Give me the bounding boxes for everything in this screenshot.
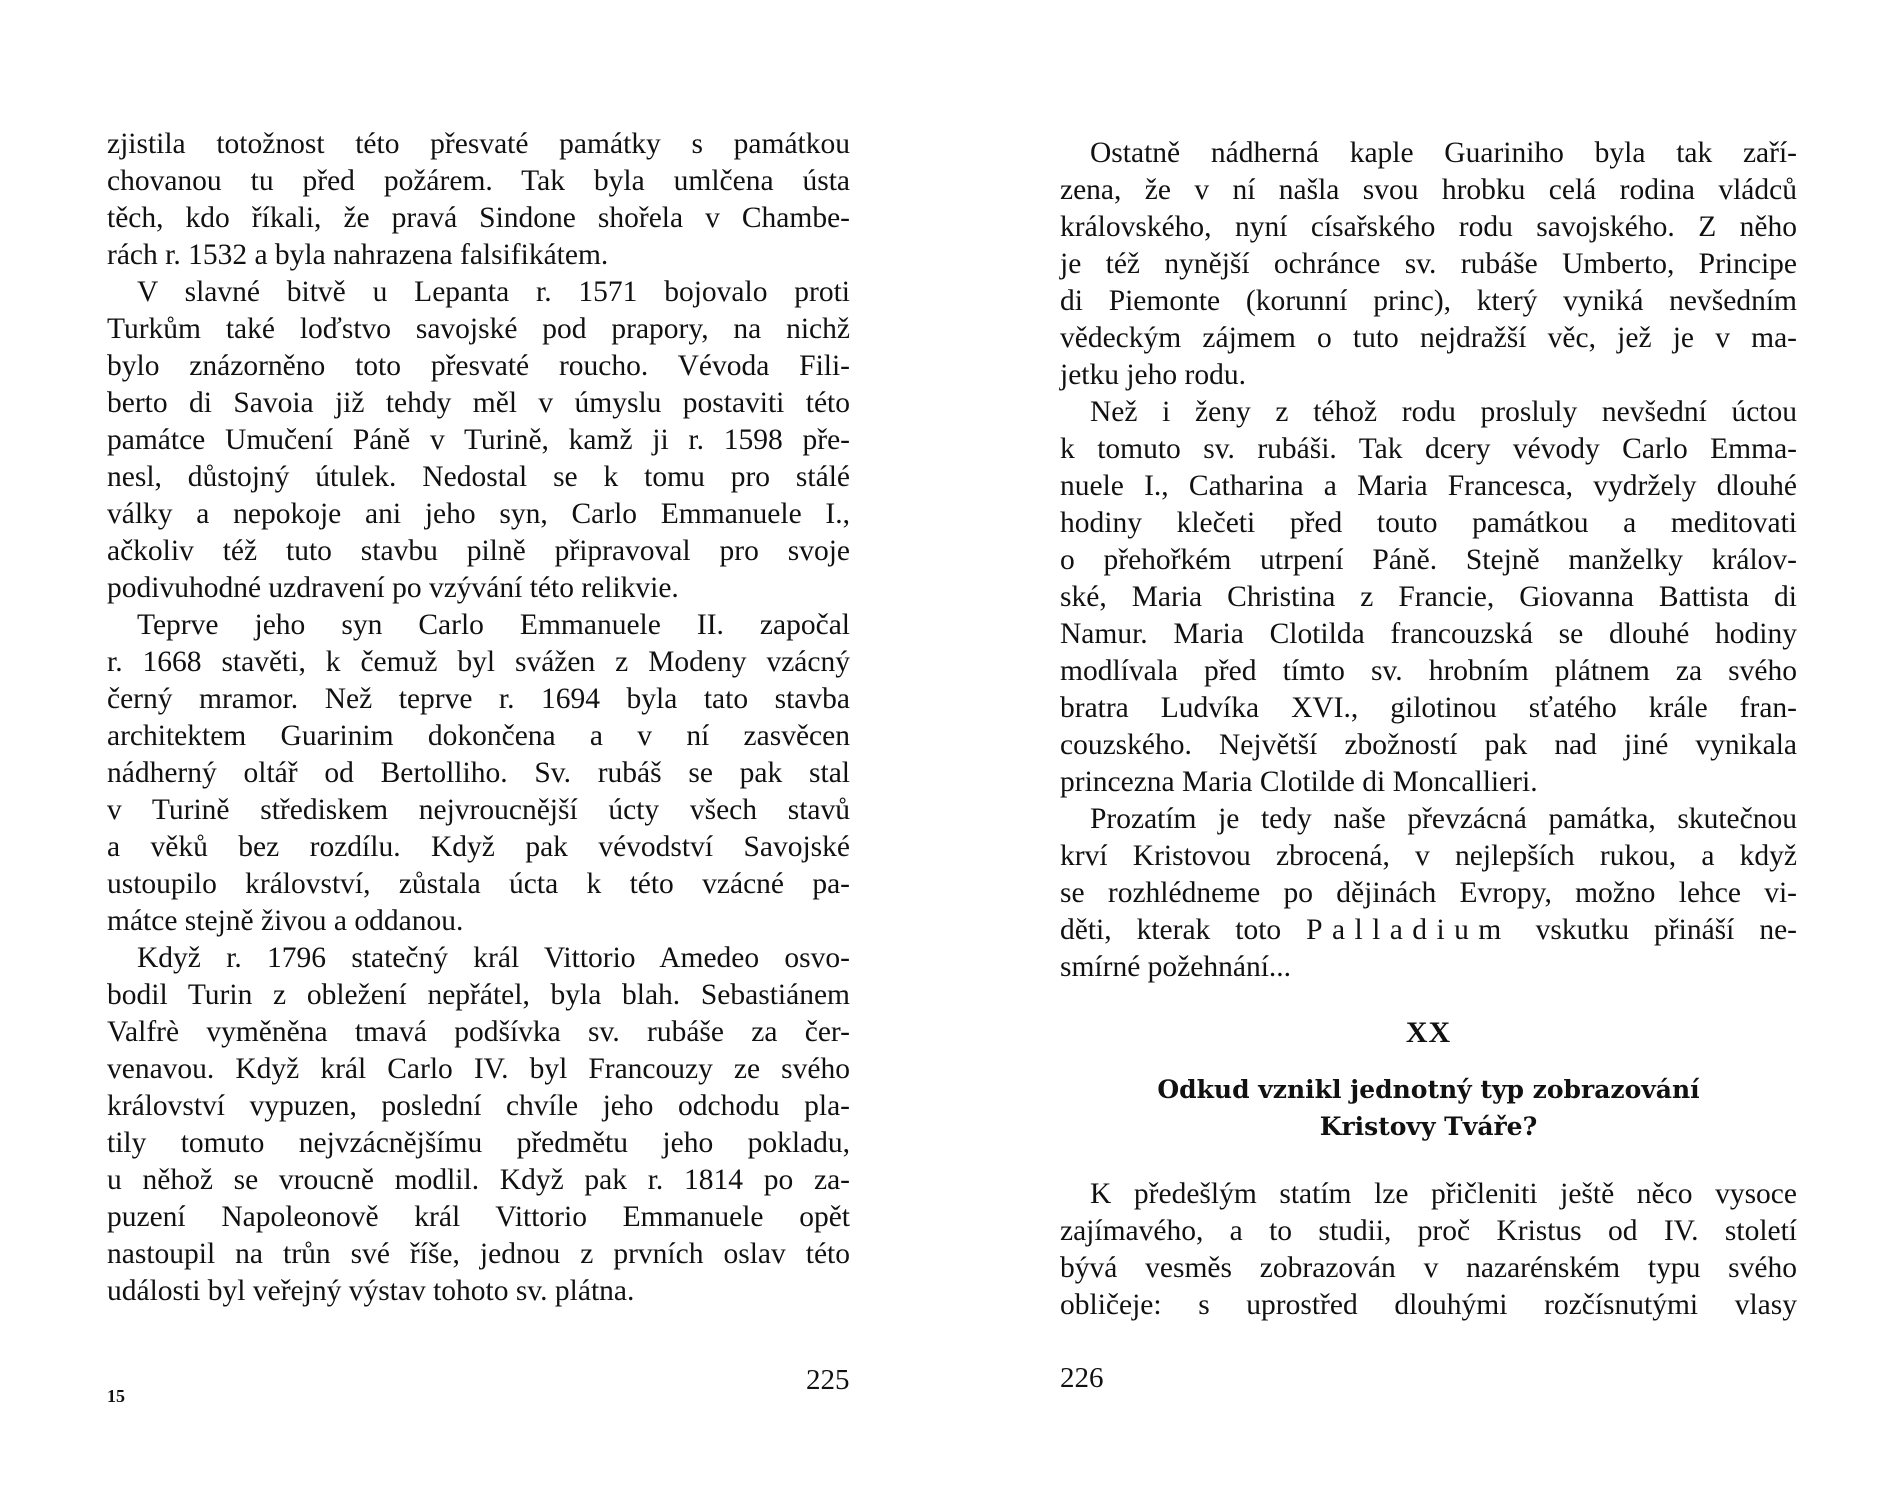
text-line: nastoupil na trůn své říše, jednou z prvních oslav této <box>107 1238 850 1270</box>
text-line: modlívala před tímto sv. hrobním plátnem za svého <box>1060 655 1797 687</box>
text-line: Teprve jeho syn Carlo Emmanuele II. započal <box>137 609 850 641</box>
text-line: jetku jeho rodu. <box>1060 359 1246 391</box>
left-page-body <box>107 126 850 1310</box>
text-line: couzského. Největší zbožností pak nad jiné vynikala <box>1060 729 1797 761</box>
text-line: K předešlým statím lze přičleniti ještě něco vysoce <box>1090 1178 1797 1210</box>
text-line: Než i ženy z téhož rodu prosluly nevšední úctou <box>1090 396 1797 428</box>
text-line: V slavné bitvě u Lepanta r. 1571 bojovalo proti <box>137 276 850 308</box>
text-line: nuele I., Catharina a Maria Francesca, vydržely dlouhé <box>1060 470 1797 502</box>
paragraph <box>107 940 850 1310</box>
chapter-number: XX <box>1405 1016 1452 1049</box>
paragraph <box>107 607 850 940</box>
text-line: tily tomuto nejvzácnějšímu předmětu jeho pokladu, <box>107 1127 850 1159</box>
text-line: a věků bez rozdílu. Když pak vévodství Savojské <box>107 831 850 863</box>
text-line: v Turině střediskem nejvroucnější úcty všech stavů <box>107 794 850 826</box>
signature-mark: 15 <box>107 1386 125 1406</box>
text-line: Prozatím je tedy naše převzácná památka, skutečnou <box>1090 803 1797 835</box>
text-line: bylo znázorněno toto přesvaté roucho. Vévoda Fili- <box>107 350 850 382</box>
text-line: zena, že v ní našla svou hrobku celá rodina vládců <box>1060 174 1797 206</box>
text-line: hodiny klečeti před touto památkou a meditovati <box>1060 507 1797 539</box>
text-line: architektem Guarinim dokončena a v ní zasvěcen <box>107 720 850 752</box>
text-line: obličeje: s uprostřed dlouhými rozčísnutými vlasy <box>1060 1289 1797 1321</box>
text-line: Ostatně nádherná kaple Guariniho byla tak zaří- <box>1090 137 1797 169</box>
text-line: bývá vesměs zobrazován v nazarénském typu svého <box>1060 1252 1797 1284</box>
emphasized-word: Palladium <box>1306 914 1511 946</box>
text-line: puzení Napoleonově král Vittorio Emmanuele opět <box>107 1201 850 1233</box>
text-line: zajímavého, a to studii, proč Kristus od IV. století <box>1060 1215 1797 1247</box>
text-line: di Piemonte (korunní princ), který vyniká nevšedním <box>1060 285 1797 317</box>
text-line: je též nynější ochránce sv. rubáše Umberto, Principe <box>1060 248 1797 280</box>
paragraph <box>1060 394 1797 801</box>
text-line: smírné požehnání... <box>1060 951 1292 983</box>
text-line: se rozhlédneme po dějinách Evropy, možno lehce vi- <box>1060 877 1797 909</box>
paragraph <box>107 126 850 274</box>
text-line: ustoupilo království, zůstala úcta k této vzácné pa- <box>107 868 850 900</box>
paragraph <box>1060 135 1797 394</box>
chapter-title-line: Odkud vznikl jednotný typ zobrazování <box>1157 1075 1700 1104</box>
chapter-title <box>1060 1071 1797 1145</box>
text-line: o přehořkém utrpení Páně. Stejně manželky králov- <box>1060 544 1797 576</box>
text-line: vědeckým zájmem o tuto nejdražší věc, jež je v ma- <box>1060 322 1797 354</box>
text-line: Valfrè vyměněna tmavá podšívka sv. rubáše za čer- <box>107 1016 850 1048</box>
chapter-title-line: Kristovy Tváře? <box>1319 1112 1538 1141</box>
text-line: berto di Savoia již tehdy měl v úmyslu postaviti této <box>107 387 850 419</box>
text-line: podivuhodné uzdravení po vzývání této relikvie. <box>107 572 679 604</box>
text-line: bratra Ludvíka XVI., gilotinou sťatého krále fran- <box>1060 692 1797 724</box>
text-line: k tomuto sv. rubáši. Tak dcery vévody Carlo Emma- <box>1060 433 1797 465</box>
text-line: ské, Maria Christina z Francie, Giovanna Battista di <box>1060 581 1797 613</box>
text-line: těch, kdo říkali, že pravá Sindone shořela v Chambe- <box>107 202 850 234</box>
text-line: království vypuzen, poslední chvíle jeho odchodu pla- <box>107 1090 850 1122</box>
text-line: královského, nyní císařského rodu savojského. Z něho <box>1060 211 1797 243</box>
text-line: děti, kterak toto Palladium vskutku přináší ne- <box>1060 914 1797 946</box>
text-line: venavou. Když král Carlo IV. byl Francouzy ze svého <box>107 1053 850 1085</box>
text-line: Když r. 1796 statečný král Vittorio Amedeo osvo- <box>137 942 850 974</box>
text-line: ačkoliv též tuto stavbu pilně připravoval pro svoje <box>107 535 850 567</box>
text-line: bodil Turin z obležení nepřátel, byla blah. Sebastiánem <box>107 979 850 1011</box>
text-line: války a nepokoje ani jeho syn, Carlo Emmanuele I., <box>107 498 850 530</box>
paragraph <box>1060 801 1797 986</box>
text-line: princezna Maria Clotilde di Moncallieri. <box>1060 766 1538 798</box>
paragraph <box>107 274 850 607</box>
chapter-body <box>1060 1176 1797 1324</box>
text-line: nesl, důstojný útulek. Nedostal se k tomu pro stálé <box>107 461 850 493</box>
page-number-right: 226 <box>1060 1362 1104 1394</box>
text-line: mátce stejně živou a oddanou. <box>107 905 464 937</box>
text-line: nádherný oltář od Bertolliho. Sv. rubáš se pak stal <box>107 757 850 789</box>
text-line: krví Kristovou zbrocená, v nejlepších rukou, a když <box>1060 840 1797 872</box>
text-line: rách r. 1532 a byla nahrazena falsifikátem. <box>107 239 609 271</box>
text-line: u něhož se vroucně modlil. Když pak r. 1814 po za- <box>107 1164 850 1196</box>
text-line: památce Umučení Páně v Turině, kamž ji r. 1598 pře- <box>107 424 850 456</box>
paragraph <box>1060 1176 1797 1324</box>
text-line: Namur. Maria Clotilda francouzská se dlouhé hodiny <box>1060 618 1797 650</box>
text-line: chovanou tu před požárem. Tak byla umlčena ústa <box>107 165 850 197</box>
text-line: Turkům také loďstvo savojské pod prapory, na nichž <box>107 313 850 345</box>
text-line: události byl veřejný výstav tohoto sv. plátna. <box>107 1275 635 1307</box>
text-line: r. 1668 stavěti, k čemuž byl svážen z Modeny vzácný <box>107 646 850 678</box>
right-page-body <box>1060 135 1797 986</box>
text-line: černý mramor. Než teprve r. 1694 byla tato stavba <box>107 683 850 715</box>
text-line: zjistila totožnost této přesvaté památky s památkou <box>107 128 850 160</box>
page-number-left: 225 <box>806 1364 850 1396</box>
